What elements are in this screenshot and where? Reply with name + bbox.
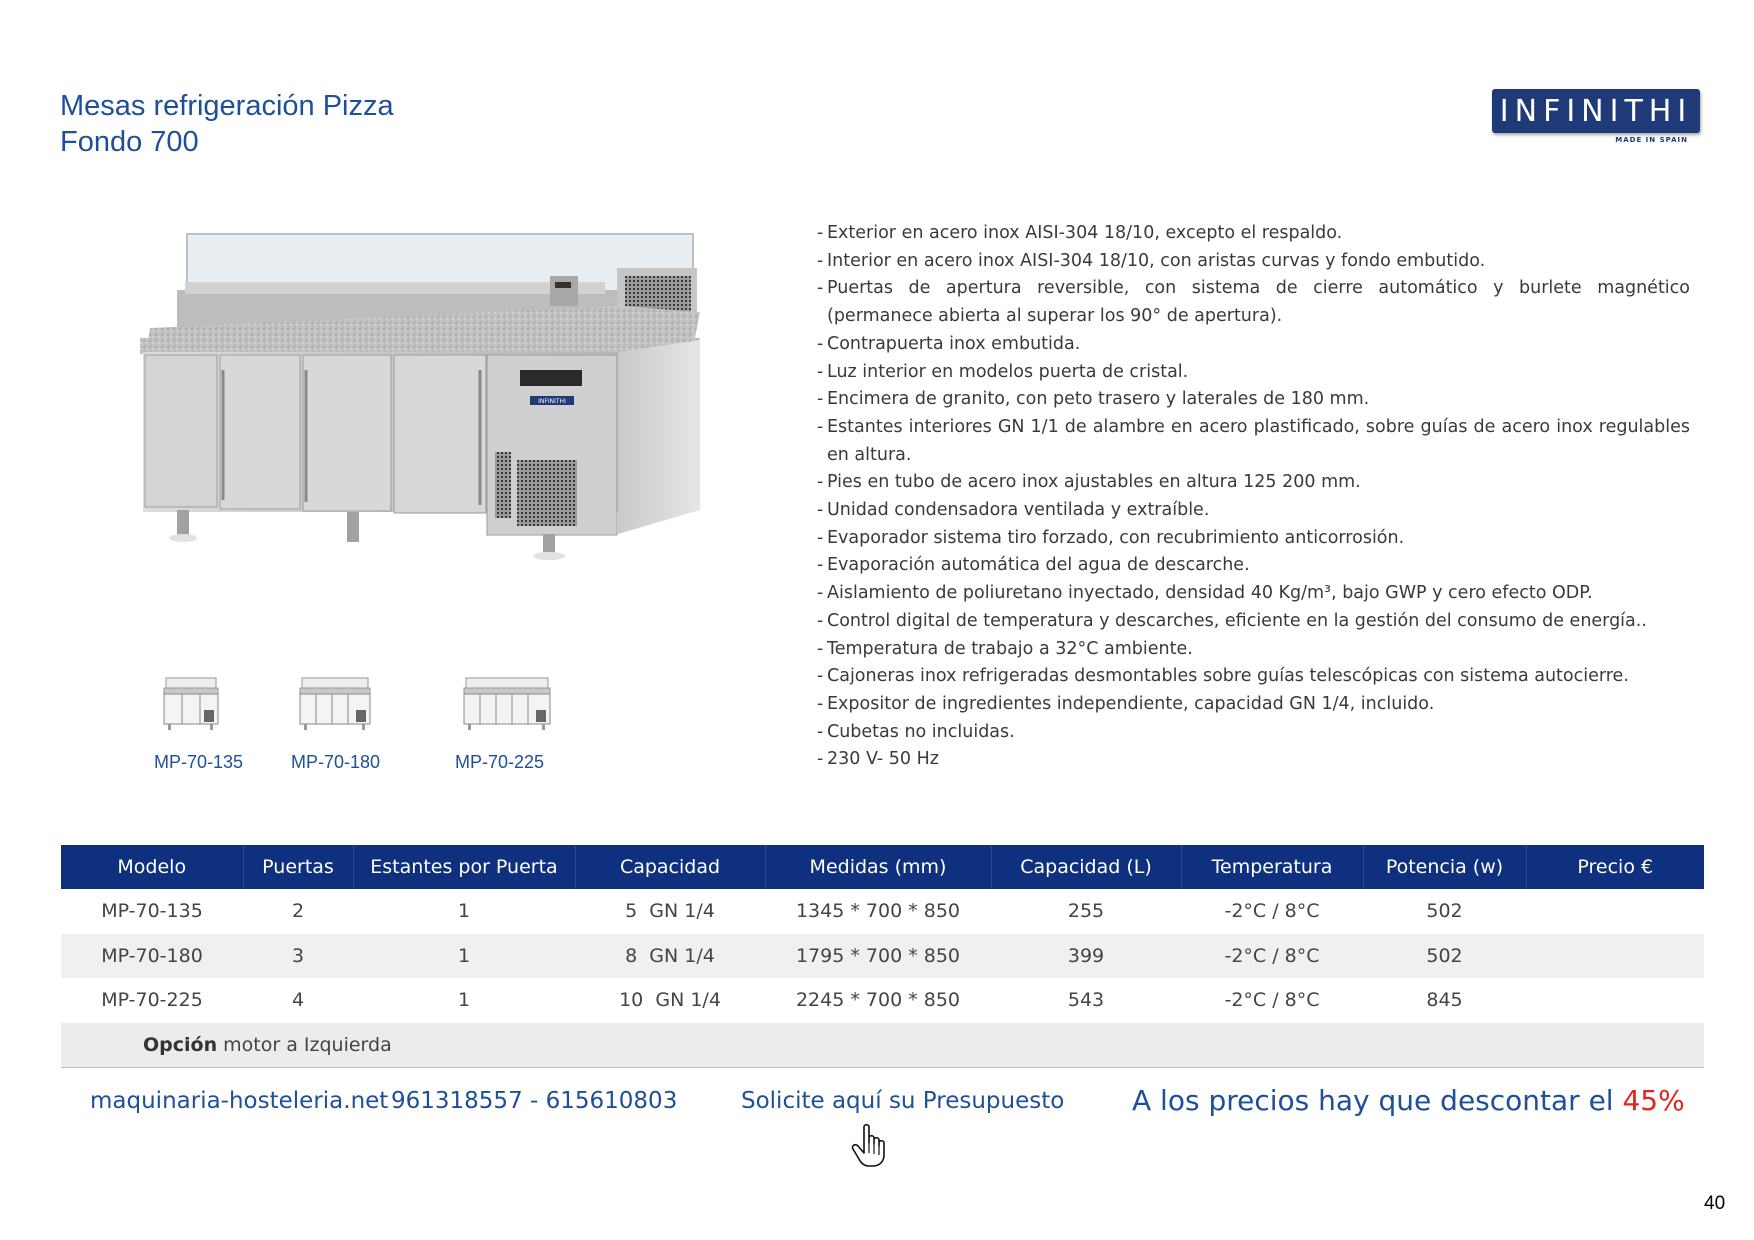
feature-item: - Puertas de apertura reversible, con sistema de cierre automático y burlete magnético (permanece abierta al superar los 90° de apertura). [817, 275, 1690, 330]
table-cell: 502 [1426, 900, 1463, 923]
column-header: Capacidad [575, 845, 765, 889]
table-cell [1526, 889, 1704, 934]
column-header: Capacidad (L) [991, 845, 1181, 889]
feature-item: - Encimera de granito, con peto trasero y laterales de 180 mm. [817, 386, 1690, 414]
table-cell: 5 GN 1/4 [625, 900, 715, 923]
feature-item: - Contrapuerta inox embutida. [817, 331, 1690, 359]
feature-item: - Expositor de ingredientes independiente, capacidad GN 1/4, incluido. [817, 691, 1690, 719]
model-link-mp-70-225[interactable]: MP-70-225 [455, 752, 545, 772]
model-link-mp-70-135[interactable]: MP-70-135 [154, 752, 244, 772]
discount-notice [1132, 1084, 1685, 1117]
option-text: motor a Izquierda [217, 1033, 392, 1056]
table-header-row [61, 845, 1704, 889]
model-link-mp-70-180[interactable]: MP-70-180 [291, 752, 381, 772]
column-header: Estantes por Puerta [353, 845, 575, 889]
feature-item: - Cajoneras inox refrigeradas desmontables sobre guías telescópicas con sistema autocierre. [817, 663, 1690, 691]
table-row [61, 978, 1704, 1023]
column-header: Puertas [243, 845, 353, 889]
table-cell: -2°C / 8°C [1224, 989, 1320, 1012]
discount-text: A los precios hay que descontar el [1132, 1084, 1623, 1117]
table-cell: 399 [991, 934, 1181, 979]
table-cell: 1 [457, 900, 471, 923]
feature-item: - Evaporación automática del agua de descarche. [817, 552, 1690, 580]
table-cell [1526, 934, 1704, 979]
table-cell: 845 [1426, 989, 1463, 1012]
table-cell [1526, 978, 1704, 1023]
feature-item: - Luz interior en modelos puerta de cristal. [817, 359, 1690, 387]
discount-percentage: 45% [1622, 1084, 1685, 1117]
feature-item: - 230 V- 50 Hz [817, 746, 1690, 774]
spec-table [61, 845, 1704, 1067]
product-image [125, 220, 715, 650]
table-cell: MP-70-225 [101, 989, 203, 1012]
option-row [61, 1023, 1704, 1068]
option-label: Opción [143, 1033, 218, 1056]
feature-item: - Cubetas no incluidas. [817, 719, 1690, 747]
thumbnail-mp-70-180[interactable] [296, 676, 374, 734]
feature-item: - Unidad condensadora ventilada y extraíble. [817, 497, 1690, 525]
feature-item: - Pies en tubo de acero inox ajustables en altura 125 200 mm. [817, 469, 1690, 497]
website-link[interactable]: maquinaria-hosteleria.net [90, 1088, 389, 1114]
table-cell: 1795 * 700 * 850 [765, 934, 991, 979]
table-cell: 1345 * 700 * 850 [795, 900, 961, 923]
phone-numbers[interactable]: 961318557 - 615610803 [391, 1088, 678, 1114]
title-line-2: Fondo 700 [60, 126, 199, 158]
option-cell [61, 1023, 1704, 1068]
thumbnail-mp-70-135[interactable] [160, 676, 222, 734]
table-cell: 1 [457, 989, 471, 1012]
table-cell: -2°C / 8°C [1181, 934, 1363, 979]
table-cell: MP-70-180 [61, 934, 243, 979]
table-cell: 10 GN 1/4 [619, 989, 721, 1012]
table-cell: MP-70-135 [101, 900, 203, 923]
page-title [60, 88, 394, 160]
table-cell: 4 [291, 989, 305, 1012]
column-header: Modelo [61, 845, 243, 889]
brand-logo [1492, 89, 1700, 145]
product-badge: INFINITHI [538, 398, 566, 405]
feature-list [817, 220, 1690, 774]
feature-item: - Interior en acero inox AISI-304 18/10, con aristas curvas y fondo embutido. [817, 248, 1690, 276]
column-header: Medidas (mm) [765, 845, 991, 889]
table-cell: 1 [353, 934, 575, 979]
feature-item: - Exterior en acero inox AISI-304 18/10, excepto el respaldo. [817, 220, 1690, 248]
brand-logo-box: INFINITHI [1492, 89, 1700, 133]
column-header: Precio € [1526, 845, 1704, 889]
table-cell: 543 [1067, 989, 1105, 1012]
table-row [61, 934, 1704, 979]
table-row [61, 889, 1704, 934]
table-cell: 3 [243, 934, 353, 979]
hand-pointer-icon [850, 1123, 890, 1169]
table-cell: -2°C / 8°C [1224, 900, 1320, 923]
table-divider [61, 1067, 1704, 1068]
feature-item: - Evaporador sistema tiro forzado, con recubrimiento anticorrosión. [817, 525, 1690, 553]
page-number: 40 [1704, 1193, 1726, 1214]
thumbnail-mp-70-225[interactable] [460, 676, 554, 734]
table-cell: 8 GN 1/4 [575, 934, 765, 979]
column-header: Potencia (w) [1363, 845, 1526, 889]
feature-item: - Estantes interiores GN 1/1 de alambre en acero plastificado, sobre guías de acero inox regulables en altura. [817, 414, 1690, 469]
feature-item: - Aislamiento de poliuretano inyectado, densidad 40 Kg/m³, bajo GWP y cero efecto ODP. [817, 580, 1690, 608]
title-line-1: Mesas refrigeración Pizza [60, 90, 394, 122]
table-cell: 2245 * 700 * 850 [795, 989, 961, 1012]
table-cell: 2 [291, 900, 305, 923]
column-header: Temperatura [1181, 845, 1363, 889]
feature-item: - Control digital de temperatura y descarches, eficiente en la gestión del consumo de energía.. [817, 608, 1690, 636]
feature-item: - Temperatura de trabajo a 32°C ambiente. [817, 636, 1690, 664]
table-cell: 502 [1363, 934, 1526, 979]
brand-tagline: MADE IN SPAIN [1615, 136, 1688, 144]
quote-request-link[interactable]: Solicite aquí su Presupuesto [741, 1088, 1065, 1114]
table-cell: 255 [1067, 900, 1105, 923]
